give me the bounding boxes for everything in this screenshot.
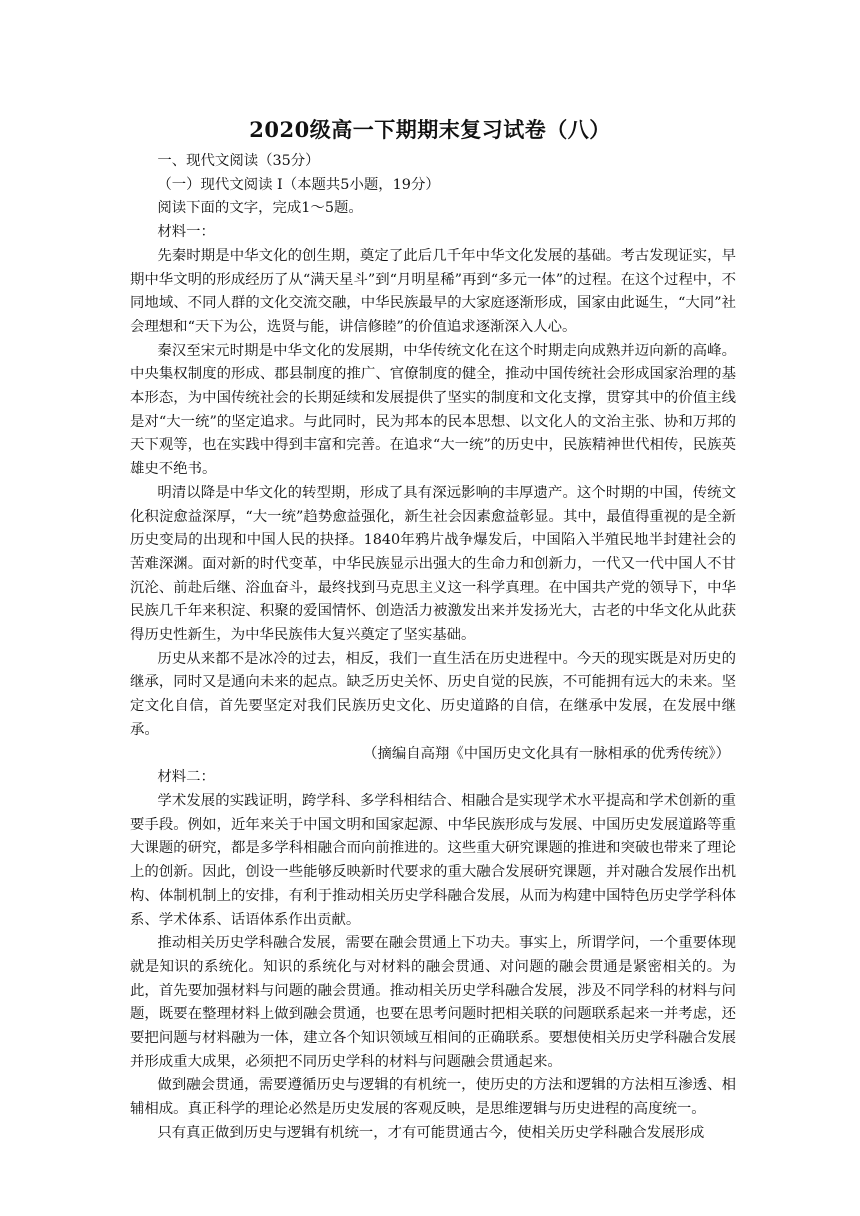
sub-heading: （一）现代文阅读 I（本题共5小题，19分） bbox=[157, 176, 440, 193]
material-1-paragraph: 明清以降是中华文化的转型期，形成了具有深远影响的丰厚遗产。这个时期的中国，传统文化积淀愈益深厚，“大一统”趋势愈益强化，新生社会因素愈益彰显。其中，最值得重视的是全新历史变局的出现和中国人民的抉择。1840年鸦片战争爆发后，中国陷入半殖民地半封建社会的苦难深渊。面对新的时代变革，中华民族显示出强大的生命力和创新力，一代又一代中国人不甘沉沦、前赴后继、浴血奋斗，最终找到马克思主义这一科学真理。在中国共产党的领导下，中华民族几千年来积淀、积聚的爱国情怀、创造活力被激发出来并发扬光大，古老的中华文化从此获得历史性新生，为中华民族伟大复兴奠定了坚实基础。 bbox=[130, 484, 736, 644]
material-2-paragraph: 只有真正做到历史与逻辑有机统一，才有可能贯通古今，使相关历史学科融合发展形成 bbox=[157, 1124, 705, 1141]
material-2-paragraph: 推动相关历史学科融合发展，需要在融会贯通上下功夫。事实上，所谓学问，一个重要体现就是知识的系统化。知识的系统化与对材料的融会贯通、对问题的融会贯通是紧密相关的。为此，首先要加强材料与问题的融会贯通。推动相关历史学科融合发展，涉及不同学科的材料与问题，既要在整理材料上做到融会贯通，也要在思考问题时把相关联的问题联系起来一并考虑，还要把问题与材料融为一体，建立各个知识领域互相间的正确联系。要想使相关历史学科融合发展并形成重大成果，必须把不同历史学科的材料与问题融会贯通起来。 bbox=[130, 935, 736, 1070]
instruction: 阅读下面的文字，完成1～5题。 bbox=[157, 200, 363, 217]
exam-title: 2020级高一下期期末复习试卷（八） bbox=[249, 117, 611, 142]
material-1-paragraph: 秦汉至宋元时期是中华文化的发展期，中华传统文化在这个时期走向成熟并迈向新的高峰。中央集权制度的形成、郡县制度的推广、官僚制度的健全，推动中国传统社会形成国家治理的基本形态，为中国传统社会的长期延续和发展提供了坚实的制度和文化支撑，贯穿其中的价值主线是对“大一统”的坚定追求。与此同时，民为邦本的民本思想、以文化人的文治主张、协和万邦的天下观等，也在实践中得到丰富和完善。在追求“大一统”的历史中，民族精神世代相传，民族英雄史不绝书。 bbox=[130, 342, 736, 478]
material-1-label: 材料一： bbox=[157, 224, 215, 241]
section-heading: 一、现代文阅读（35分） bbox=[157, 153, 320, 169]
material-2-paragraph: 做到融会贯通，需要遵循历史与逻辑的有机统一，使历史的方法和逻辑的方法相互渗透、相辅相成。真正科学的理论必然是历史发展的客观反映，是思维逻辑与历史进程的高度统一。 bbox=[130, 1077, 736, 1118]
reading-body bbox=[130, 150, 736, 1146]
material-1-paragraph: 历史从来都不是冰冷的过去，相反，我们一直生活在历史进程中。今天的现实既是对历史的继承，同时又是通向未来的起点。缺乏历史关怀、历史自觉的民族，不可能拥有远大的未来。坚定文化自信，首先要坚定对我们民族历史文化、历史道路的自信，在继承中发展，在发展中继承。 bbox=[130, 650, 736, 738]
material-2-label: 材料二： bbox=[157, 769, 215, 786]
material-1-source: （摘编自高翔《中国历史文化具有一脉相承的优秀传统》） bbox=[363, 745, 730, 762]
material-1-paragraph: 先秦时期是中华文化的创生期，奠定了此后几千年中华文化发展的基础。考古发现证实，早期中华文明的形成经历了从“满天星斗”到“月明星稀”再到“多元一体”的过程。在这个过程中，不同地域、不同人群的文化交流交融，中华民族最早的大家庭逐渐形成，国家由此诞生，“大同”社会理想和“天下为公，选贤与能，讲信修睦”的价值追求逐渐深入人心。 bbox=[130, 247, 736, 335]
material-2-paragraph: 学术发展的实践证明，跨学科、多学科相结合、相融合是实现学术水平提高和学术创新的重要手段。例如，近年来关于中国文明和国家起源、中华民族形成与发展、中国历史发展道路等重大课题的研究，都是多学科相融合而向前推进的。这些重大研究课题的推进和突破也带来了理论上的创新。因此，创设一些能够反映新时代要求的重大融合发展研究课题，并对融合发展作出机构、体制机制上的安排，有利于推动相关历史学科融合发展，从而为构建中国特色历史学学科体系、学术体系、话语体系作出贡献。 bbox=[130, 792, 736, 928]
